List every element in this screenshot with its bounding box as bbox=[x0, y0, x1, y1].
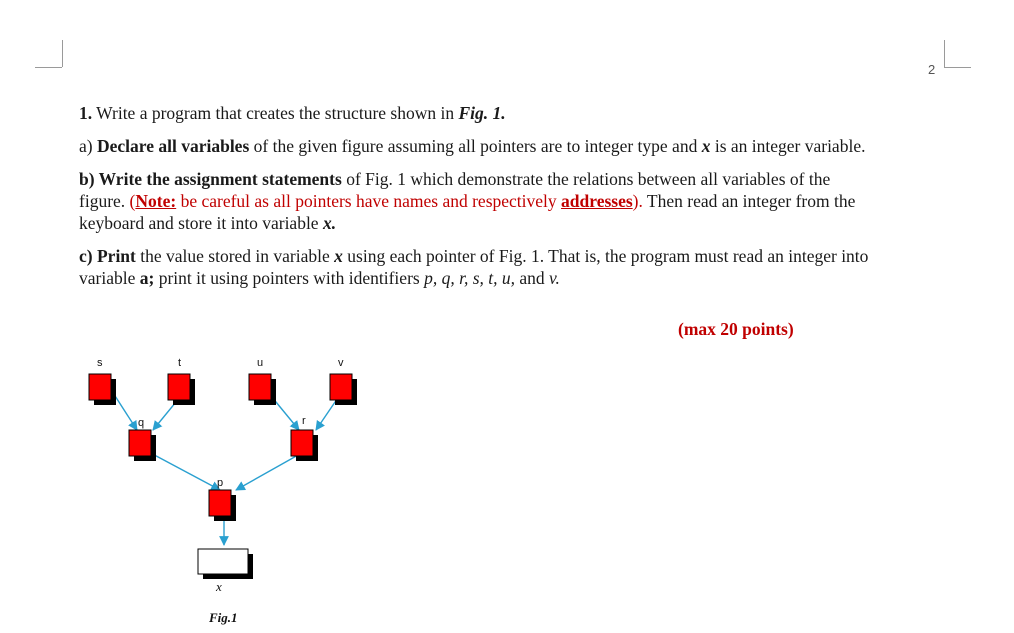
node-u bbox=[249, 374, 276, 405]
note-label: Note: bbox=[135, 191, 177, 211]
label-t: t bbox=[178, 357, 182, 369]
question-heading: 1. Write a program that creates the structure shown in Fig. 1. bbox=[79, 103, 506, 123]
label-x: x bbox=[216, 579, 222, 594]
label-v: v bbox=[338, 357, 344, 369]
node-t bbox=[168, 374, 195, 405]
question-part-a: a) Declare all variables of the given figure assuming all pointers are to integer type and x is an integer variable. bbox=[79, 136, 866, 156]
label-p: p bbox=[217, 477, 224, 489]
node-s bbox=[89, 374, 116, 405]
label-s: s bbox=[97, 357, 103, 369]
label-r: r bbox=[302, 415, 306, 427]
arrow-q-to-p bbox=[145, 450, 220, 490]
node-v bbox=[330, 374, 357, 405]
label-u: u bbox=[257, 357, 264, 369]
question-part-c: c) Print the value stored in variable x using each pointer of Fig. 1. That is, the program must read an integer into variable a; print it using pointers with identifiers p, q, r, s, t, u, and v. bbox=[79, 246, 869, 288]
page-number: 2 bbox=[928, 62, 936, 77]
question-part-b: b) Write the assignment statements of Fig. 1 which demonstrate the relations between all variables of the figure. (Note: be careful as all pointers have names and respectively addresses). Then read an integer from the keyboard and store it into variable x. bbox=[79, 169, 856, 233]
addresses-emphasis: addresses bbox=[561, 191, 633, 211]
node-x bbox=[198, 549, 253, 579]
node-q bbox=[129, 430, 156, 461]
max-points: (max 20 points) bbox=[678, 319, 794, 339]
figure-caption: Fig.1 bbox=[209, 610, 238, 625]
label-q: q bbox=[138, 417, 145, 429]
node-r bbox=[291, 430, 318, 461]
node-p bbox=[209, 490, 236, 521]
